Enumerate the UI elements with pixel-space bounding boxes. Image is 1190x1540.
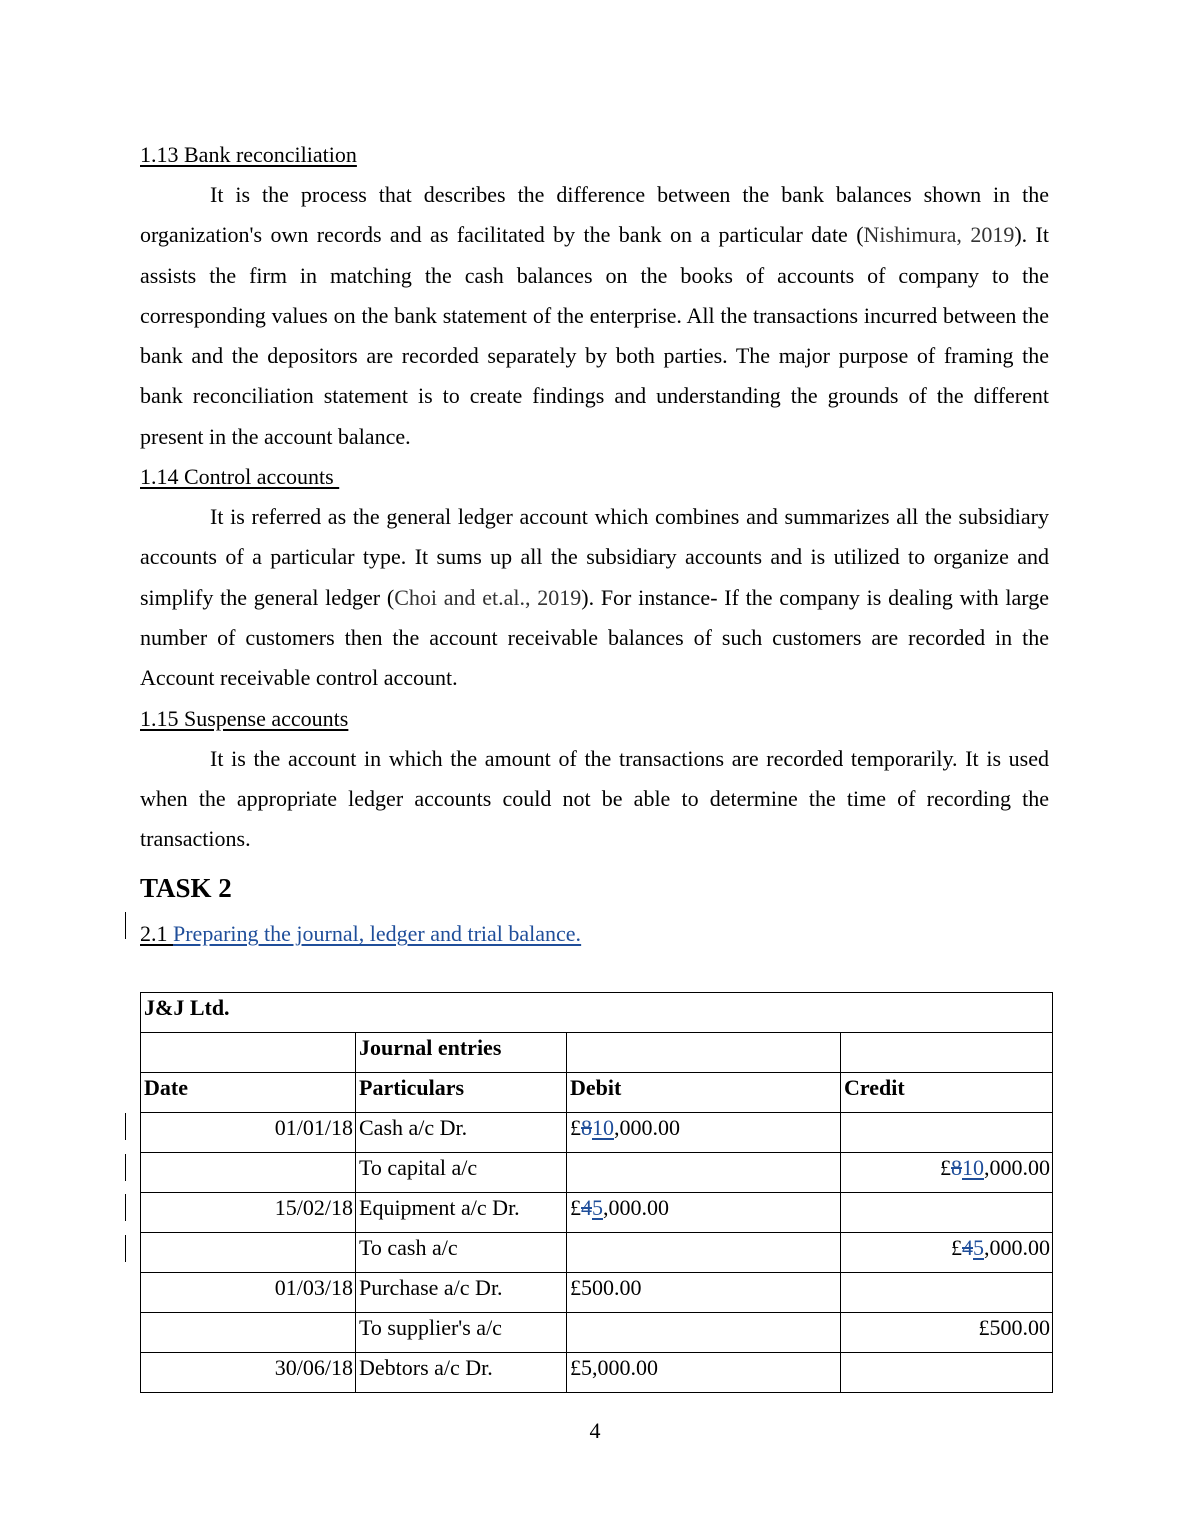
date-cell: 30/06/18 — [141, 1353, 356, 1393]
credit-cell — [841, 1193, 1053, 1233]
column-header-credit: Credit — [841, 1073, 1053, 1113]
section-heading-control-accounts: 1.14 Control accounts — [140, 464, 340, 490]
date-cell: 01/01/18 — [141, 1113, 356, 1153]
citation: Nishimura, 2019 — [863, 222, 1015, 248]
particulars-cell: To cash a/c — [356, 1233, 567, 1273]
deleted-text: 8 — [581, 1115, 592, 1140]
deleted-text: 4 — [581, 1195, 592, 1220]
change-bar — [125, 1113, 126, 1140]
page-number: 4 — [589, 1418, 601, 1443]
section-body-suspense-accounts: It is the account in which the amount of the transactions are recorded temporarily. It is used when the appropriate ledger accounts could not be able to determine the time of recording the transactions. — [140, 745, 1049, 852]
debit-cell — [567, 1313, 841, 1353]
debit-cell: £45,000.00 — [567, 1193, 841, 1233]
change-bar — [125, 1235, 126, 1262]
credit-cell: £810,000.00 — [841, 1153, 1053, 1193]
particulars-cell: Equipment a/c Dr. — [356, 1193, 567, 1233]
table-row — [141, 1273, 1053, 1313]
column-header-debit: Debit — [567, 1073, 841, 1113]
table-row — [141, 1193, 1053, 1233]
column-header-date: Date — [141, 1073, 356, 1113]
table-header-row — [141, 1073, 1053, 1113]
particulars-cell: Purchase a/c Dr. — [356, 1273, 567, 1313]
citation: Choi and et.al., 2019 — [394, 584, 582, 610]
table-row — [141, 1153, 1053, 1193]
date-cell — [141, 1153, 356, 1193]
debit-cell — [567, 1153, 841, 1193]
inserted-text: 5 — [592, 1195, 603, 1220]
debit-cell: £500.00 — [567, 1273, 841, 1313]
change-bar — [125, 1194, 126, 1221]
journal-title: Journal entries — [356, 1033, 567, 1073]
document-body — [140, 135, 1049, 949]
date-cell — [141, 1313, 356, 1353]
company-name: J&J Ltd. — [141, 993, 1053, 1033]
table-cell — [141, 1033, 356, 1073]
particulars-cell: Debtors a/c Dr. — [356, 1353, 567, 1393]
date-cell — [141, 1233, 356, 1273]
change-bar — [125, 912, 126, 939]
inserted-text: 10 — [592, 1115, 614, 1140]
credit-cell — [841, 1273, 1053, 1313]
table-row — [141, 1233, 1053, 1273]
table-row — [141, 1033, 1053, 1073]
task-subheading: 2.1 Preparing the journal, ledger and trial balance. — [140, 921, 582, 947]
journal-table — [140, 992, 1053, 1393]
date-cell: 01/03/18 — [141, 1273, 356, 1313]
debit-cell — [567, 1233, 841, 1273]
inserted-text: Preparing the journal, ledger and trial balance. — [173, 921, 582, 947]
particulars-cell: To supplier's a/c — [356, 1313, 567, 1353]
inserted-text: 5 — [973, 1235, 984, 1260]
table-cell — [841, 1033, 1053, 1073]
section-heading-suspense-accounts: 1.15 Suspense accounts — [140, 705, 349, 731]
date-cell: 15/02/18 — [141, 1193, 356, 1233]
table-cell — [567, 1033, 841, 1073]
table-row — [141, 1113, 1053, 1153]
column-header-particulars: Particulars — [356, 1073, 567, 1113]
deleted-text: 4 — [962, 1235, 973, 1260]
table-row — [141, 1313, 1053, 1353]
credit-cell — [841, 1113, 1053, 1153]
task-title: TASK 2 — [140, 873, 232, 904]
credit-cell: £500.00 — [841, 1313, 1053, 1353]
change-bar — [125, 1154, 126, 1181]
table-row — [141, 1353, 1053, 1393]
section-body-bank-reconciliation: It is the process that describes the difference between the bank balances shown in the organization's own records and as facilitated by the bank on a particular date (Nishimura, 2019). It assists the firm in matching the cash balances on the books of accounts of company to the corresponding values on the bank statement of the enterprise. All the transactions incurred between the bank and the depositors are recorded separately by both parties. The major purpose of framing the bank reconciliation statement is to create findings and understanding the grounds of the different present in the account balance. — [140, 182, 1049, 449]
particulars-cell: Cash a/c Dr. — [356, 1113, 567, 1153]
credit-cell — [841, 1353, 1053, 1393]
table-row — [141, 993, 1053, 1033]
section-heading-bank-reconciliation: 1.13 Bank reconciliation — [140, 142, 357, 167]
credit-cell: £45,000.00 — [841, 1233, 1053, 1273]
debit-cell: £810,000.00 — [567, 1113, 841, 1153]
inserted-text: 10 — [962, 1155, 984, 1180]
debit-cell: £5,000.00 — [567, 1353, 841, 1393]
deleted-text: 8 — [951, 1155, 962, 1180]
particulars-cell: To capital a/c — [356, 1153, 567, 1193]
section-body-control-accounts: It is referred as the general ledger account which combines and summarizes all the subsidiary accounts of a particular type. It sums up all the subsidiary accounts and is utilized to organize and simplify the general ledger (Choi and et.al., 2019). For instance- If the company is dealing with large number of customers then the account receivable balances of such customers are recorded in the Account receivable control account. — [140, 504, 1049, 691]
